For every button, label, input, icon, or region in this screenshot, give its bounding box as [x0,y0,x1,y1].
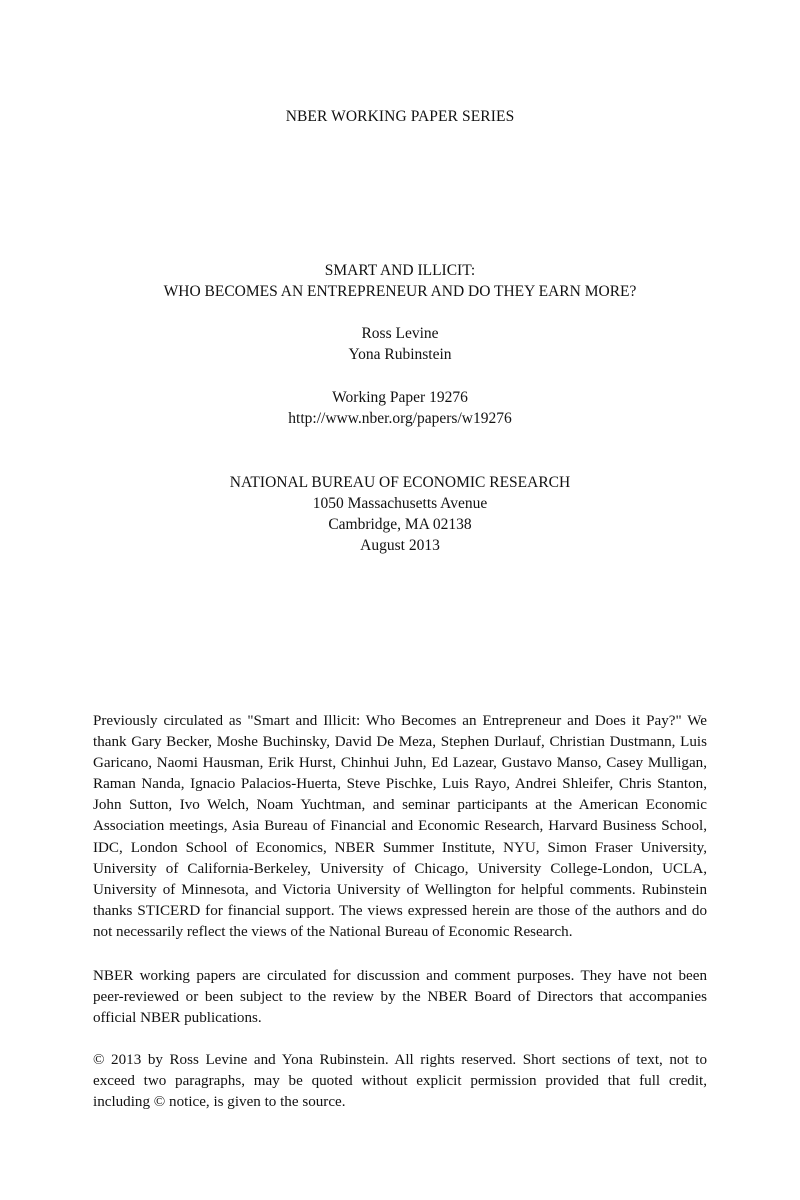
paper-info [0,387,800,429]
series-header: NBER WORKING PAPER SERIES [285,108,515,125]
paper-url[interactable]: http://www.nber.org/papers/w19276 [288,410,512,427]
disclaimer-section [93,966,707,1029]
copyright-text: © 2013 by Ross Levine and Yona Rubinstein. All rights reserved. Short sections of text, not to exceed two paragraphs, may be quoted without explicit permission provided that full credit, including © notice, is given to the source. [93,1052,707,1111]
working-paper-number: Working Paper 19276 [332,389,468,406]
disclaimer-text: NBER working papers are circulated for discussion and comment purposes. They have not been peer-reviewed or been subject to the review by the NBER Board of Directors that accompanies official NBER publications. [93,968,707,1027]
author-name: Yona Rubinstein [348,346,452,363]
acknowledgments-section [93,711,707,943]
publisher-name: NATIONAL BUREAU OF ECONOMIC RESEARCH [229,474,571,491]
paper-title [0,260,800,302]
publisher-street: 1050 Massachusetts Avenue [312,495,488,512]
title-line-1: SMART AND ILLICIT: [324,262,476,279]
publication-date: August 2013 [360,537,440,554]
publisher-city: Cambridge, MA 02138 [328,516,472,533]
author-list [0,323,800,365]
publisher-info [0,472,800,556]
copyright-section [93,1050,707,1113]
title-line-2: WHO BECOMES AN ENTREPRENEUR AND DO THEY EARN MORE? [163,283,637,300]
acknowledgments-text: Previously circulated as "Smart and Illicit: Who Becomes an Entrepreneur and Does it Pay?" We thank Gary Becker, Moshe Buchinsky, David De Meza, Stephen Durlauf, Christian Dustmann, Luis Garicano, Naomi Hausman, Erik Hurst, Chinhui Juhn, Ed Lazear, Gustavo Manso, Casey Mulligan, Raman Nanda, Ignacio Palacios-Huerta, Steve Pischke, Luis Rayo, Andrei Shleifer, Chris Stanton, John Sutton, Ivo Welch, Noam Yuchtman, and seminar participants at the American Economic Association meetings, Asia Bureau of Financial and Economic Research, Harvard Business School, IDC, London School of Economics, NBER Summer Institute, NYU, Simon Fraser University, University of California-Berkeley, University of Chicago, University College-London, UCLA, University of Minnesota, and Victoria University of Wellington for helpful comments. Rubinstein thanks STICERD for financial support. The views expressed herein are those of the authors and do not necessarily reflect the views of the National Bureau of Economic Research. [93,713,707,940]
author-name: Ross Levine [361,325,439,342]
